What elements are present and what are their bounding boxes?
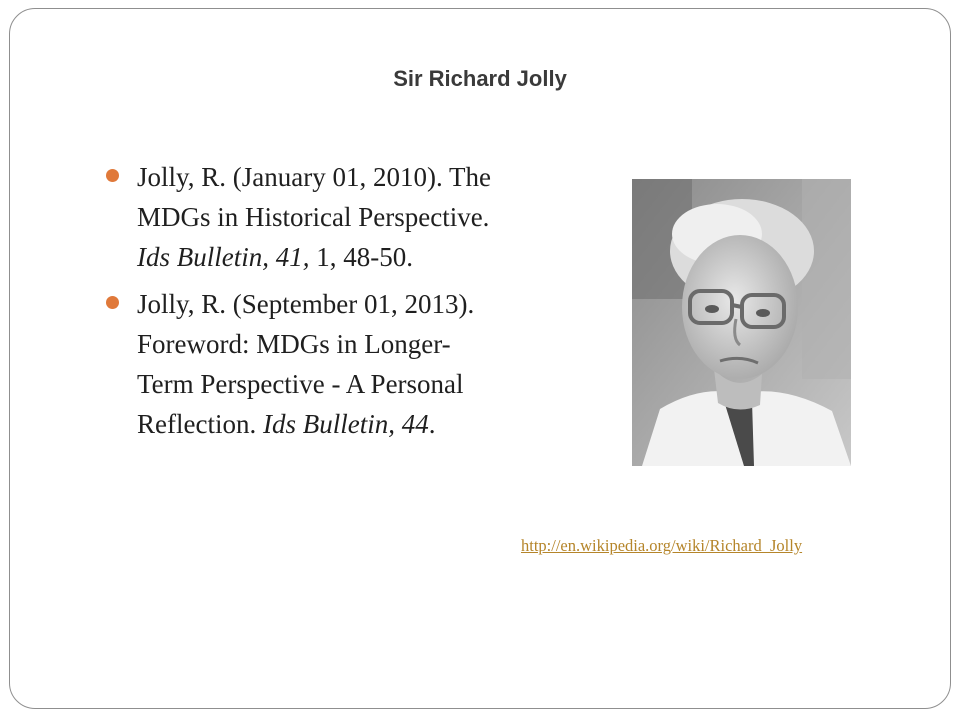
slide-title: Sir Richard Jolly bbox=[393, 66, 567, 91]
reference-list bbox=[104, 157, 504, 451]
portrait-photo bbox=[632, 179, 851, 466]
reference-pages: . bbox=[428, 409, 436, 439]
wikipedia-link[interactable]: http://en.wikipedia.org/wiki/Richard_Jolly bbox=[521, 536, 803, 555]
reference-journal: Ids Bulletin, 41, bbox=[137, 242, 310, 272]
reference-pages: 1, 48-50. bbox=[309, 242, 413, 272]
portrait-photo-icon bbox=[632, 179, 851, 466]
reference-text: Jolly, R. (January 01, 2010). The MDGs in Historical Perspective. bbox=[137, 162, 491, 232]
reference-item-2 bbox=[104, 284, 504, 444]
reference-journal: Ids Bulletin, 44 bbox=[262, 409, 429, 439]
reference-item-1 bbox=[104, 157, 504, 277]
bullet-dot-icon bbox=[106, 296, 119, 309]
reference-text: Jolly, R. (September 01, 2013). Foreword: MDGs in Longer-Term Perspective - A Personal Reflection. bbox=[137, 289, 475, 439]
bullet-dot-icon bbox=[106, 169, 119, 182]
